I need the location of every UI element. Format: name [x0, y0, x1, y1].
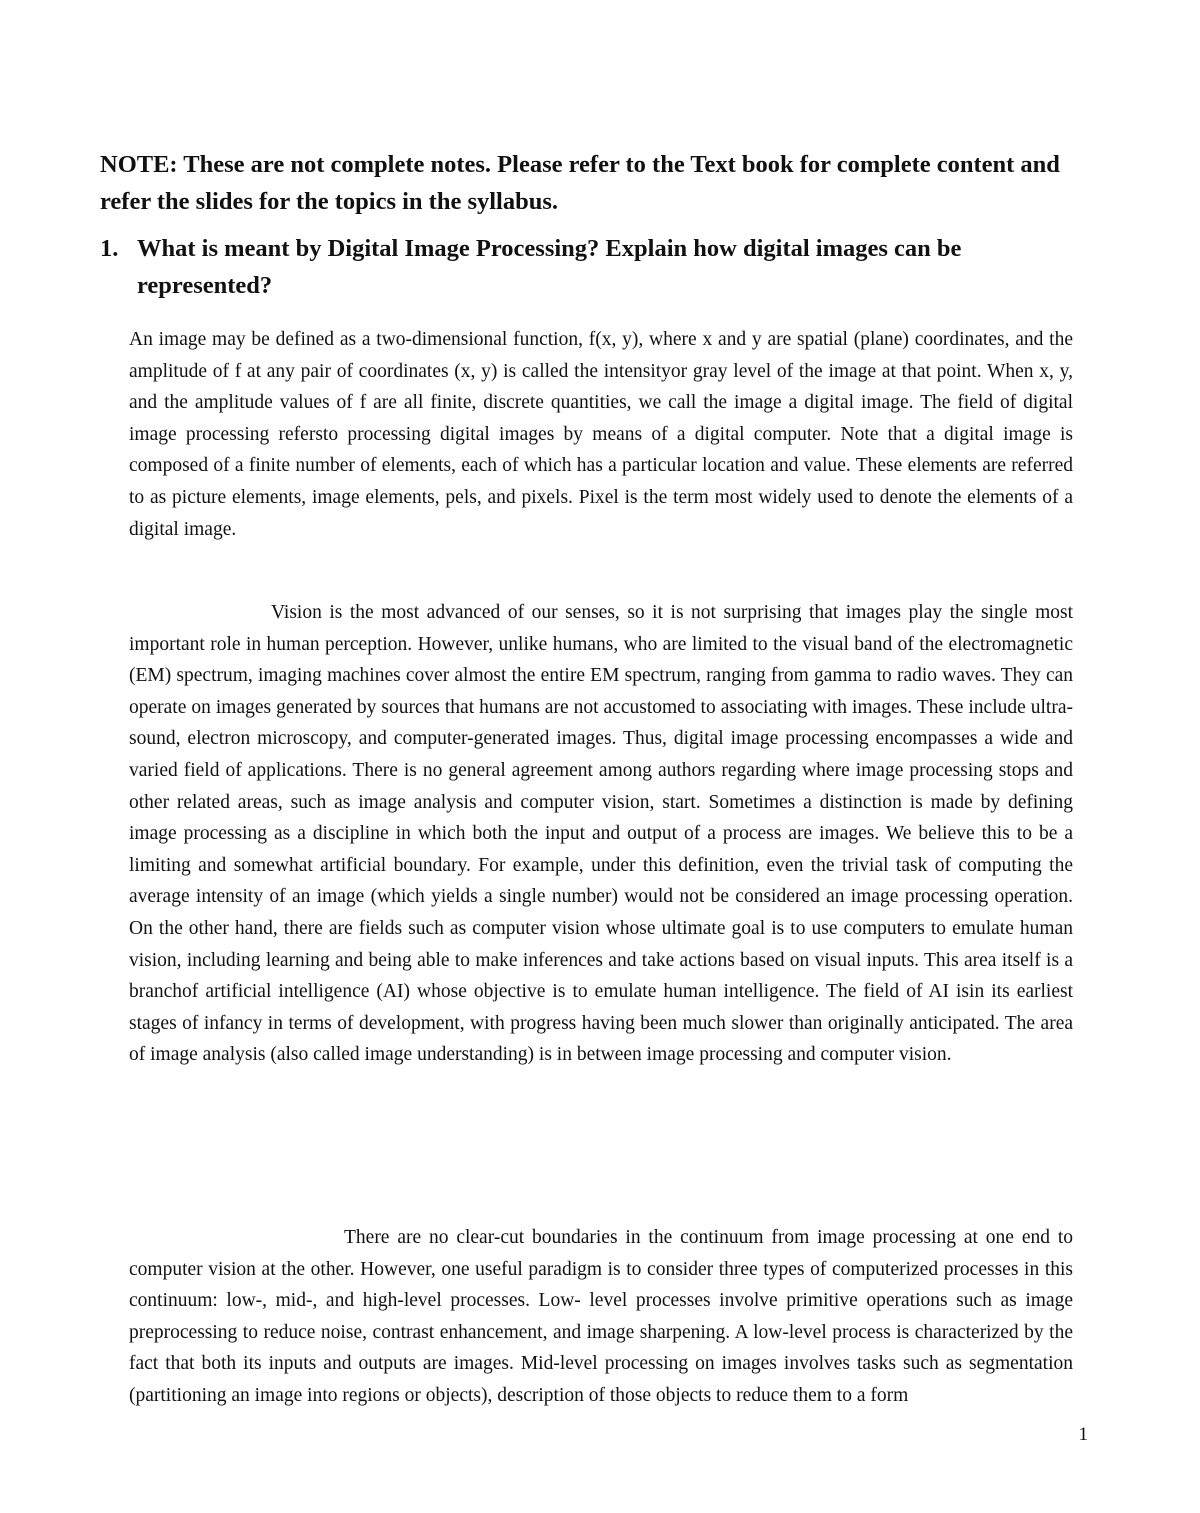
question-number: 1.: [100, 235, 119, 262]
question-text: What is meant by Digital Image Processing? Explain how digital images can be represented?: [137, 235, 962, 299]
paragraph-definition: An image may be defined as a two-dimensional function, f(x, y), where x and y are spatial (plane) coordinates, and the amplitude of f at any pair of coordinates (x, y) is called the intensityor gray level of the image at that point. When x, y, and the amplitude values of f are all finite, discrete quantities, we call the image a digital image. The field of digital image processing refersto processing digital images by means of a digital computer. Note that a digital image is composed of a finite number of elements, each of which has a particular location and value. These elements are referred to as picture elements, image elements, pels, and pixels. Pixel is the term most widely used to denote the elements of a digital image.: [129, 329, 1073, 540]
question-heading: [100, 230, 1075, 304]
paragraph-vision: Vision is the most advanced of our senses, so it is not surprising that images play the single most important role in human perception. However, unlike humans, who are limited to the visual band of the electromagnetic (EM) spectrum, imaging machines cover almost the entire EM spectrum, ranging from gamma to radio waves. They can operate on images generated by sources that humans are not accustomed to associating with images. These include ultra-sound, electron microscopy, and computer-generated images. Thus, digital image processing encompasses a wide and varied field of applications. There is no general agreement among authors regarding where image processing stops and other related areas, such as image analysis and computer vision, start. Sometimes a distinction is made by defining image processing as a discipline in which both the input and output of a process are images. We believe this to be a limiting and somewhat artificial boundary. For example, under this definition, even the trivial task of computing the average intensity of an image (which yields a single number) would not be considered an image processing operation. On the other hand, there are fields such as computer vision whose ultimate goal is to use computers to emulate human vision, including learning and being able to make inferences and take actions based on visual inputs. This area itself is a branchof artificial intelligence (AI) whose objective is to emulate human intelligence. The field of AI isin its earliest stages of infancy in terms of development, with progress having been much slower than originally anticipated. The area of image analysis (also called image understanding) is in between image processing and computer vision.: [129, 602, 1073, 1066]
note-heading: NOTE: These are not complete notes. Please refer to the Text book for complete content and refer the slides for the topics in the syllabus.: [100, 151, 1060, 215]
page-number: 1: [1078, 1424, 1088, 1445]
paragraph-processing-levels: There are no clear-cut boundaries in the continuum from image processing at one end to computer vision at the other. However, one useful paradigm is to consider three types of computerized processes in this continuum: low-, mid-, and high-level processes. Low- level processes involve primitive operations such as image preprocessing to reduce noise, contrast enhancement, and image sharpening. A low-level process is characterized by the fact that both its inputs and outputs are images. Mid-level processing on images involves tasks such as segmentation (partitioning an image into regions or objects), description of those objects to reduce them to a form: [129, 1227, 1073, 1406]
